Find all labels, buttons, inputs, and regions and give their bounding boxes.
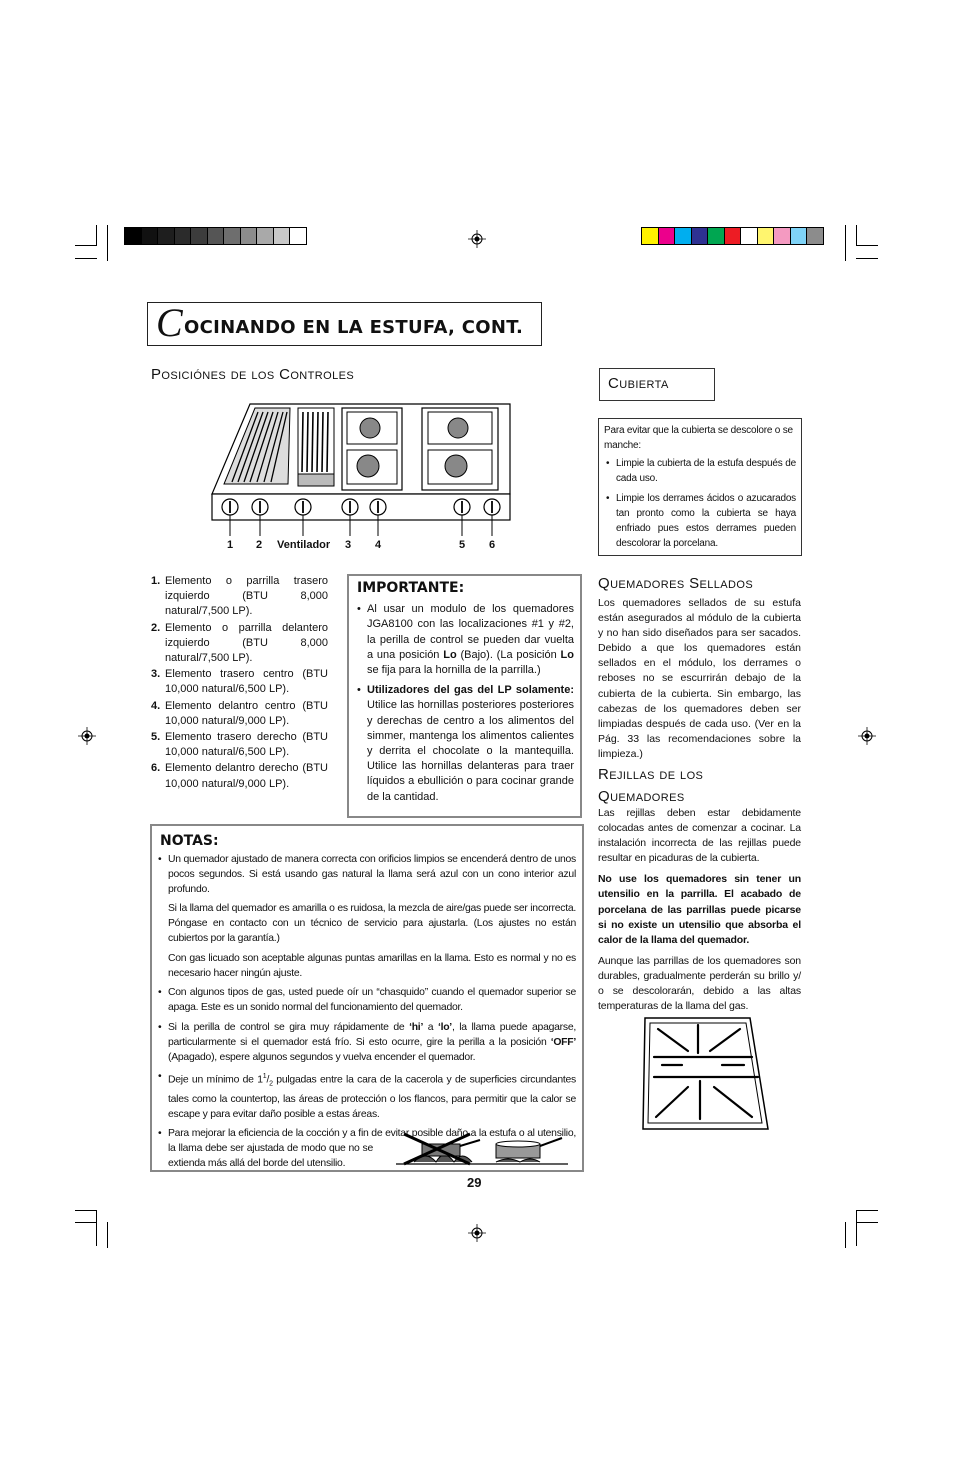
notas-box — [150, 824, 584, 1172]
calibration-swatch — [741, 228, 757, 244]
list-item: 1. Elemento o parrilla trasero izquierdo (BTU 8,000 natural/7,500 LP). — [151, 575, 328, 618]
cubierta-bullet: • Limpie la cubierta de la estufa después de cada uso. — [604, 456, 796, 486]
cubierta-intro: Para evitar que la cubierta se descolore o se manche: — [604, 425, 793, 451]
notas-paragraph: Si la llama del quemador es amarilla o es ruidosa, la mezcla de aire/gas puede ser incorrecta. Póngase en contacto con un técnico de servicio para ajustarla. (Los ajustes no están cubiertos por la garantía.) — [168, 903, 576, 944]
registration-mark-bottom — [468, 1224, 486, 1242]
calibration-swatch — [158, 228, 174, 244]
cooktop-illustration — [210, 402, 520, 522]
list-item: 3. Elemento trasero centro (BTU 10,000 natural/6,500 LP). — [151, 668, 328, 696]
calibration-swatch — [175, 228, 191, 244]
notas-paragraph: Con gas licuado son aceptable algunas puntas amarillas en la llama. Esto es normal y no es necesario hacer ningún ajuste. — [168, 952, 576, 979]
registration-mark-top — [468, 230, 486, 248]
calibration-swatch — [642, 228, 658, 244]
list-item: 6. Elemento delantro derecho (BTU 10,000 natural/9,000 LP). — [151, 762, 328, 790]
quemadores-heading: Quemadores Sellados — [598, 575, 754, 592]
notas-bullet-1: • Un quemador ajustado de manera correcta con orificios limpios se encenderá dentro de unos pocos segundos. Si está usando gas natural la llama será azul con un cono interior azul profundo. — [156, 853, 576, 897]
notas-bullet-2: • Con algunos tipos de gas, usted puede oír un “chasquido” cuando el quemador superior se apaga. Este es un sonido normal del funcionamiento del quemador. — [156, 986, 576, 1016]
calibration-swatch — [725, 228, 741, 244]
calibration-swatch — [791, 228, 807, 244]
cubierta-box — [598, 418, 802, 556]
notas-bullet-5: • Para mejorar la eficiencia de la cocción y a fin de evitar posible daño a la estufa o al utensilio, la llama debe ser ajustada de modo que no se extienda más allá del borde del utensilio. — [156, 1127, 576, 1171]
knob-label-6: 6 — [489, 539, 496, 551]
calibration-swatch — [208, 228, 224, 244]
controls-heading: Posiciónes de los Controles — [151, 366, 355, 383]
calibration-swatch — [659, 228, 675, 244]
importante-bullet-1: • Al usar un modulo de los quemadores JGA8100 con las localizaciones #1 y #2, la perilla de control se pueden dar vuelta a una posición Lo (Bajo). (La posición Lo se fija para la hornilla de la parrilla.) — [355, 602, 574, 678]
calibration-swatch — [675, 228, 691, 244]
page-title — [147, 302, 542, 346]
knob-callout-lines — [210, 520, 520, 538]
calibration-swatch — [774, 228, 790, 244]
importante-box — [347, 574, 582, 818]
notas-bullet-4: • Deje un mínimo de $1^1/_2$ pulgadas entre la cara de la cacerola y de superficies circundantes tales como la countertop, las áreas de protección o los flancos, para permitir que la calor se escape y para evitar daño posible a estas áreas. — [156, 1070, 576, 1122]
calibration-swatch — [274, 228, 290, 244]
list-item: 2. Elemento o parrilla delantero izquierdo (BTU 8,000 natural/7,500 LP). — [151, 621, 328, 665]
list-item: 4. Elemento delantro centro (BTU 10,000 natural/9,000 LP). — [151, 699, 328, 727]
registration-mark-left — [78, 727, 96, 745]
title-text: OCINANDO EN LA ESTUFA, CONT. — [184, 317, 524, 338]
knob-label-1: 1 — [227, 539, 234, 551]
calibration-swatch — [224, 228, 240, 244]
knob-label-2: 2 — [256, 539, 263, 551]
cubierta-bullet: • Limpie los derrames ácidos o azucarados tan pronto como la cubierta se haya enfriado pues estos derrames pueden descolorar la porcelana. — [604, 491, 796, 551]
cubierta-heading: Cubierta — [608, 375, 669, 392]
burner-grate-illustration — [640, 1015, 770, 1133]
knob-label-ventilador: Ventilador — [277, 539, 331, 551]
cubierta-heading-box — [599, 368, 715, 401]
calibration-swatch — [125, 228, 141, 244]
calibration-swatch — [290, 228, 306, 244]
calibration-swatch — [807, 228, 823, 244]
knob-label-5: 5 — [459, 539, 466, 551]
calibration-swatch — [241, 228, 257, 244]
burner-list — [151, 574, 328, 793]
knob-label-3: 3 — [345, 539, 352, 551]
quemadores-text: Los quemadores sellados de su estufa están asegurados al módulo de la cubierta y no han sido diseñados para ser sacados. Debido a que los quemadores están sellados en el módulo, los derrames o reboses no se escurrirán debajo de la cubierta de la cubierta. Sin embargo, las cabezas de los quemadores deben ser limpiadas después de cada uso. (Ver en la Pág. 33 las recomendaciones sobre la limpieza.) — [598, 597, 801, 760]
rejillas-heading: Rejillas de los Quemadores — [598, 766, 704, 805]
importante-heading: IMPORTANTE: — [357, 580, 465, 596]
calibration-swatch — [758, 228, 774, 244]
page-number: 29 — [467, 1175, 482, 1190]
importante-bullet-2: • Utilizadores del gas del LP solamente: Utilice las hornillas posteriores posteriores y derechas de centro a los alimentos del simmer, mantenga los alimentos calientes y derrita el chocolate o la mantequilla. Utilice las hornillas delanteras para traer líquidos a ebullición o para cocinar grande de la cantidad. — [355, 683, 574, 805]
pan-flame-illustration — [396, 1130, 568, 1166]
rejillas-text: Las rejillas deben estar debidamente colocadas antes de comenzar a cocinar. La instalación incorrecta de las rejillas puede resultar en picaduras de la cubierta. No use los quemadores sin tener un utensilio en la parrilla. El acabado de porcelana de las parrillas puede picarse si no existe un utensilio que absorba el calor de la llama del quemador. Aunque las parrillas de los quemadores son durables, gradualmente perderán su brillo y/ o se descolorarán, debido a las altas temperaturas de la llama del gas. — [598, 807, 801, 1013]
registration-mark-right — [858, 727, 876, 745]
calibration-swatch — [692, 228, 708, 244]
calibration-swatch — [142, 228, 158, 244]
title-initial: C — [156, 300, 183, 345]
calibration-swatch — [257, 228, 273, 244]
calibration-swatch — [191, 228, 207, 244]
list-item: 5. Elemento trasero derecho (BTU 10,000 natural/6,500 LP). — [151, 731, 328, 759]
notas-heading: NOTAS: — [160, 833, 219, 849]
notas-bullet-3: • Si la perilla de control se gira muy rápidamente de ‘hi’ a ‘lo’, la llama puede apagarse, particularmente si el quemador está frío. Si esto ocurre, gire la perilla a la posición ‘OFF’ (Apagado), espere algunos segundos y vuelva encender el quemador. — [156, 1021, 576, 1065]
knob-label-4: 4 — [375, 539, 382, 551]
calibration-swatch — [708, 228, 724, 244]
